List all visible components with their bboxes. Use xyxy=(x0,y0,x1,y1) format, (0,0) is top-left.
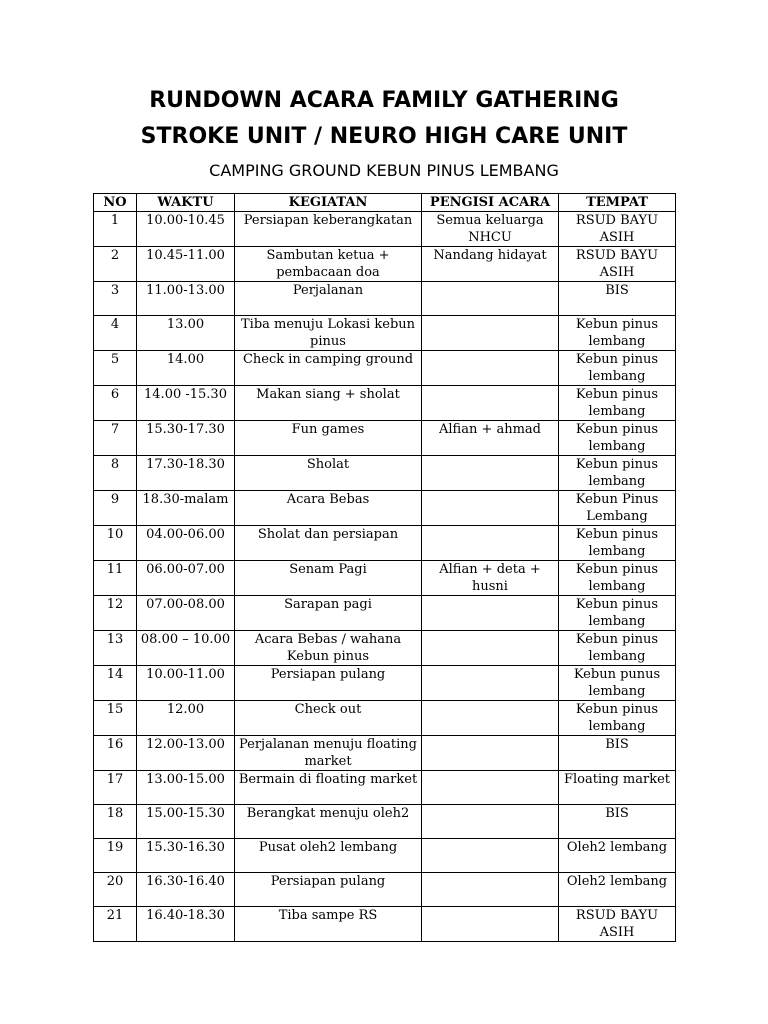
cell-waktu: 15.30-17.30 xyxy=(137,421,235,456)
cell-no: 20 xyxy=(94,873,137,907)
cell-waktu: 14.00 -15.30 xyxy=(137,386,235,421)
cell-waktu: 10.00-10.45 xyxy=(137,212,235,247)
cell-kegiatan: Sambutan ketua + pembacaan doa xyxy=(235,247,422,282)
table-row xyxy=(94,456,676,491)
rundown-table xyxy=(93,193,676,942)
cell-waktu: 06.00-07.00 xyxy=(137,561,235,596)
cell-waktu: 15.30-16.30 xyxy=(137,839,235,873)
cell-tempat: BIS xyxy=(559,736,676,771)
header-kegiatan: KEGIATAN xyxy=(235,194,422,212)
cell-waktu: 14.00 xyxy=(137,351,235,386)
cell-no: 16 xyxy=(94,736,137,771)
cell-waktu: 07.00-08.00 xyxy=(137,596,235,631)
cell-no: 18 xyxy=(94,805,137,839)
cell-no: 12 xyxy=(94,596,137,631)
table-row xyxy=(94,771,676,805)
cell-waktu: 12.00-13.00 xyxy=(137,736,235,771)
cell-kegiatan: Sarapan pagi xyxy=(235,596,422,631)
table-row xyxy=(94,351,676,386)
cell-tempat: Kebun pinus lembang xyxy=(559,631,676,666)
document-title-line1: RUNDOWN ACARA FAMILY GATHERING xyxy=(149,88,619,113)
cell-kegiatan: Makan siang + sholat xyxy=(235,386,422,421)
cell-pengisi xyxy=(422,456,559,491)
cell-pengisi xyxy=(422,701,559,736)
table-row xyxy=(94,805,676,839)
cell-pengisi xyxy=(422,805,559,839)
cell-waktu: 16.40-18.30 xyxy=(137,907,235,942)
cell-waktu: 10.45-11.00 xyxy=(137,247,235,282)
table-row xyxy=(94,421,676,456)
cell-pengisi: Alfian + ahmad xyxy=(422,421,559,456)
table-row xyxy=(94,596,676,631)
cell-tempat: Floating market xyxy=(559,771,676,805)
cell-waktu: 11.00-13.00 xyxy=(137,282,235,316)
cell-tempat: Kebun pinus lembang xyxy=(559,351,676,386)
table-row xyxy=(94,386,676,421)
cell-tempat: Kebun pinus lembang xyxy=(559,316,676,351)
table-row xyxy=(94,247,676,282)
cell-tempat: Kebun Pinus Lembang xyxy=(559,491,676,526)
cell-kegiatan: Bermain di floating market xyxy=(235,771,422,805)
cell-tempat: RSUD BAYU ASIH xyxy=(559,247,676,282)
cell-pengisi xyxy=(422,282,559,316)
cell-no: 10 xyxy=(94,526,137,561)
cell-no: 8 xyxy=(94,456,137,491)
cell-kegiatan: Check out xyxy=(235,701,422,736)
cell-tempat: Kebun pinus lembang xyxy=(559,596,676,631)
cell-waktu: 17.30-18.30 xyxy=(137,456,235,491)
cell-tempat: RSUD BAYU ASIH xyxy=(559,907,676,942)
cell-tempat: Kebun punus lembang xyxy=(559,666,676,701)
cell-pengisi xyxy=(422,316,559,351)
header-waktu: WAKTU xyxy=(137,194,235,212)
table-row xyxy=(94,561,676,596)
cell-kegiatan: Persiapan pulang xyxy=(235,666,422,701)
cell-kegiatan: Berangkat menuju oleh2 xyxy=(235,805,422,839)
cell-kegiatan: Acara Bebas xyxy=(235,491,422,526)
table-row xyxy=(94,316,676,351)
cell-kegiatan: Check in camping ground xyxy=(235,351,422,386)
cell-waktu: 13.00-15.00 xyxy=(137,771,235,805)
table-row xyxy=(94,666,676,701)
cell-no: 7 xyxy=(94,421,137,456)
table-row xyxy=(94,736,676,771)
table-row xyxy=(94,907,676,942)
header-no: NO xyxy=(94,194,137,212)
cell-pengisi: Alfian + deta + husni xyxy=(422,561,559,596)
cell-kegiatan: Acara Bebas / wahana Kebun pinus xyxy=(235,631,422,666)
cell-tempat: BIS xyxy=(559,282,676,316)
cell-no: 9 xyxy=(94,491,137,526)
cell-kegiatan: Pusat oleh2 lembang xyxy=(235,839,422,873)
cell-tempat: Kebun pinus lembang xyxy=(559,526,676,561)
cell-kegiatan: Perjalanan menuju floating market xyxy=(235,736,422,771)
cell-waktu: 04.00-06.00 xyxy=(137,526,235,561)
table-row xyxy=(94,212,676,247)
cell-no: 14 xyxy=(94,666,137,701)
table-row xyxy=(94,491,676,526)
cell-no: 4 xyxy=(94,316,137,351)
cell-tempat: Kebun pinus lembang xyxy=(559,421,676,456)
cell-pengisi xyxy=(422,631,559,666)
cell-waktu: 10.00-11.00 xyxy=(137,666,235,701)
cell-kegiatan: Senam Pagi xyxy=(235,561,422,596)
cell-no: 3 xyxy=(94,282,137,316)
cell-kegiatan: Sholat xyxy=(235,456,422,491)
table-row xyxy=(94,282,676,316)
cell-pengisi: Semua keluarga NHCU xyxy=(422,212,559,247)
cell-pengisi xyxy=(422,771,559,805)
cell-pengisi xyxy=(422,873,559,907)
cell-pengisi xyxy=(422,907,559,942)
cell-no: 19 xyxy=(94,839,137,873)
cell-waktu: 13.00 xyxy=(137,316,235,351)
cell-tempat: Kebun pinus lembang xyxy=(559,701,676,736)
cell-tempat: BIS xyxy=(559,805,676,839)
header-pengisi: PENGISI ACARA xyxy=(422,194,559,212)
cell-waktu: 16.30-16.40 xyxy=(137,873,235,907)
cell-pengisi xyxy=(422,596,559,631)
table-row xyxy=(94,701,676,736)
header-tempat: TEMPAT xyxy=(559,194,676,212)
cell-tempat: Oleh2 lembang xyxy=(559,873,676,907)
cell-kegiatan: Persiapan pulang xyxy=(235,873,422,907)
document-subtitle: CAMPING GROUND KEBUN PINUS LEMBANG xyxy=(209,161,559,180)
cell-no: 5 xyxy=(94,351,137,386)
cell-no: 15 xyxy=(94,701,137,736)
cell-pengisi xyxy=(422,526,559,561)
cell-waktu: 08.00 – 10.00 xyxy=(137,631,235,666)
cell-tempat: Oleh2 lembang xyxy=(559,839,676,873)
cell-pengisi xyxy=(422,351,559,386)
cell-pengisi xyxy=(422,839,559,873)
cell-tempat: Kebun pinus lembang xyxy=(559,456,676,491)
cell-waktu: 18.30-malam xyxy=(137,491,235,526)
table-body xyxy=(94,212,676,942)
cell-kegiatan: Sholat dan persiapan xyxy=(235,526,422,561)
cell-no: 13 xyxy=(94,631,137,666)
cell-pengisi xyxy=(422,386,559,421)
cell-no: 6 xyxy=(94,386,137,421)
cell-no: 2 xyxy=(94,247,137,282)
cell-tempat: Kebun pinus lembang xyxy=(559,386,676,421)
table-row xyxy=(94,631,676,666)
cell-pengisi xyxy=(422,736,559,771)
table-row xyxy=(94,873,676,907)
cell-tempat: RSUD BAYU ASIH xyxy=(559,212,676,247)
cell-pengisi xyxy=(422,666,559,701)
cell-kegiatan: Perjalanan xyxy=(235,282,422,316)
cell-no: 17 xyxy=(94,771,137,805)
cell-kegiatan: Tiba sampe RS xyxy=(235,907,422,942)
cell-no: 11 xyxy=(94,561,137,596)
cell-pengisi xyxy=(422,491,559,526)
cell-no: 21 xyxy=(94,907,137,942)
cell-waktu: 12.00 xyxy=(137,701,235,736)
cell-kegiatan: Persiapan keberangkatan xyxy=(235,212,422,247)
table-header-row xyxy=(94,194,676,212)
cell-kegiatan: Fun games xyxy=(235,421,422,456)
cell-kegiatan: Tiba menuju Lokasi kebun pinus xyxy=(235,316,422,351)
table-row xyxy=(94,526,676,561)
document-title-line2: STROKE UNIT / NEURO HIGH CARE UNIT xyxy=(140,124,628,149)
cell-waktu: 15.00-15.30 xyxy=(137,805,235,839)
cell-tempat: Kebun pinus lembang xyxy=(559,561,676,596)
cell-pengisi: Nandang hidayat xyxy=(422,247,559,282)
table-row xyxy=(94,839,676,873)
cell-no: 1 xyxy=(94,212,137,247)
